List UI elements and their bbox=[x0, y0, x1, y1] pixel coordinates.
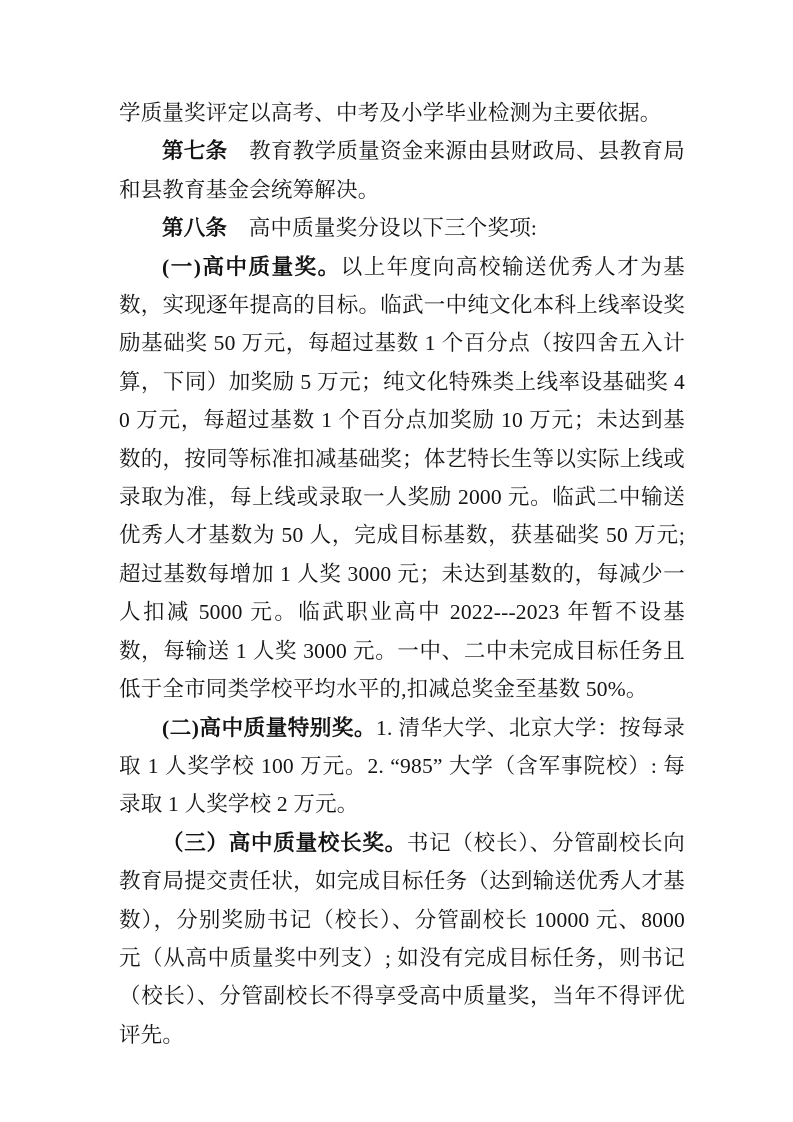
article-8-heading: 第八条 bbox=[162, 216, 228, 241]
paragraph-article-8 bbox=[119, 209, 685, 247]
item-1-heading: (一)高中质量奖。 bbox=[162, 254, 341, 279]
paragraph-item-2 bbox=[119, 709, 685, 824]
paragraph-text: 高中质量奖分设以下三个奖项: bbox=[227, 216, 538, 241]
paragraph-item-1 bbox=[119, 248, 685, 709]
paragraph-article-7 bbox=[119, 132, 685, 209]
paragraph-text: 以上年度向高校输送优秀人才为基数，实现逐年提高的目标。临武一中纯文化本科上线率设奖励基础奖 50 万元，每超过基数 1 个百分点（按四舍五入计算，下同）加奖励 5 万元；纯文化特殊类上线率设基础奖 40 万元，每超过基数 1 个百分点加奖励 10 万元；未达到基数的，按同等标准扣减基础奖；体艺特长生等以实际上线或录取为准，每上线或录取一人奖励 2000 元。临武二中输送优秀人才基数为 50 人，完成目标基数，获基础奖 50 万元;超过基数每增加 1 人奖 3000 元；未达到基数的，每减少一人扣减 5000 元。临武职业高中 2022---2023 年暂不设基数，每输送 1 人奖 3000 元。一中、二中未完成目标任务且低于全市同类学校平均水平的,扣减总奖金至基数 50%。 bbox=[119, 254, 685, 702]
paragraph-text: 学质量奖评定以高考、中考及小学毕业检测为主要依据。 bbox=[119, 101, 662, 125]
article-7-heading: 第七条 bbox=[162, 139, 228, 164]
paragraph-text: 教育教学质量资金来源由县财政局、县教育局和县教育基金会统筹解决。 bbox=[119, 139, 685, 202]
item-2-heading: (二)高中质量特别奖。 bbox=[162, 715, 377, 740]
paragraph-continuation bbox=[119, 94, 685, 132]
item-3-heading: （三）高中质量校长奖。 bbox=[162, 830, 407, 855]
paragraph-text: 书记（校长）、分管副校长向教育局提交责任状，如完成目标任务（达到输送优秀人才基数），分别奖励书记（校长）、分管副校长 10000 元、8000 元（从高中质量奖中列支）; 如没有完成目标任务，则书记（校长）、分管副校长不得享受高中质量奖，当年不得评优评先。 bbox=[119, 830, 685, 1047]
paragraph-text: 1. 清华大学、北京大学：按每录取 1 人奖学校 100 万元。2. “985” 大学（含军事院校）: 每录取 1 人奖学校 2 万元。 bbox=[119, 715, 685, 817]
paragraph-item-3 bbox=[119, 824, 685, 1054]
